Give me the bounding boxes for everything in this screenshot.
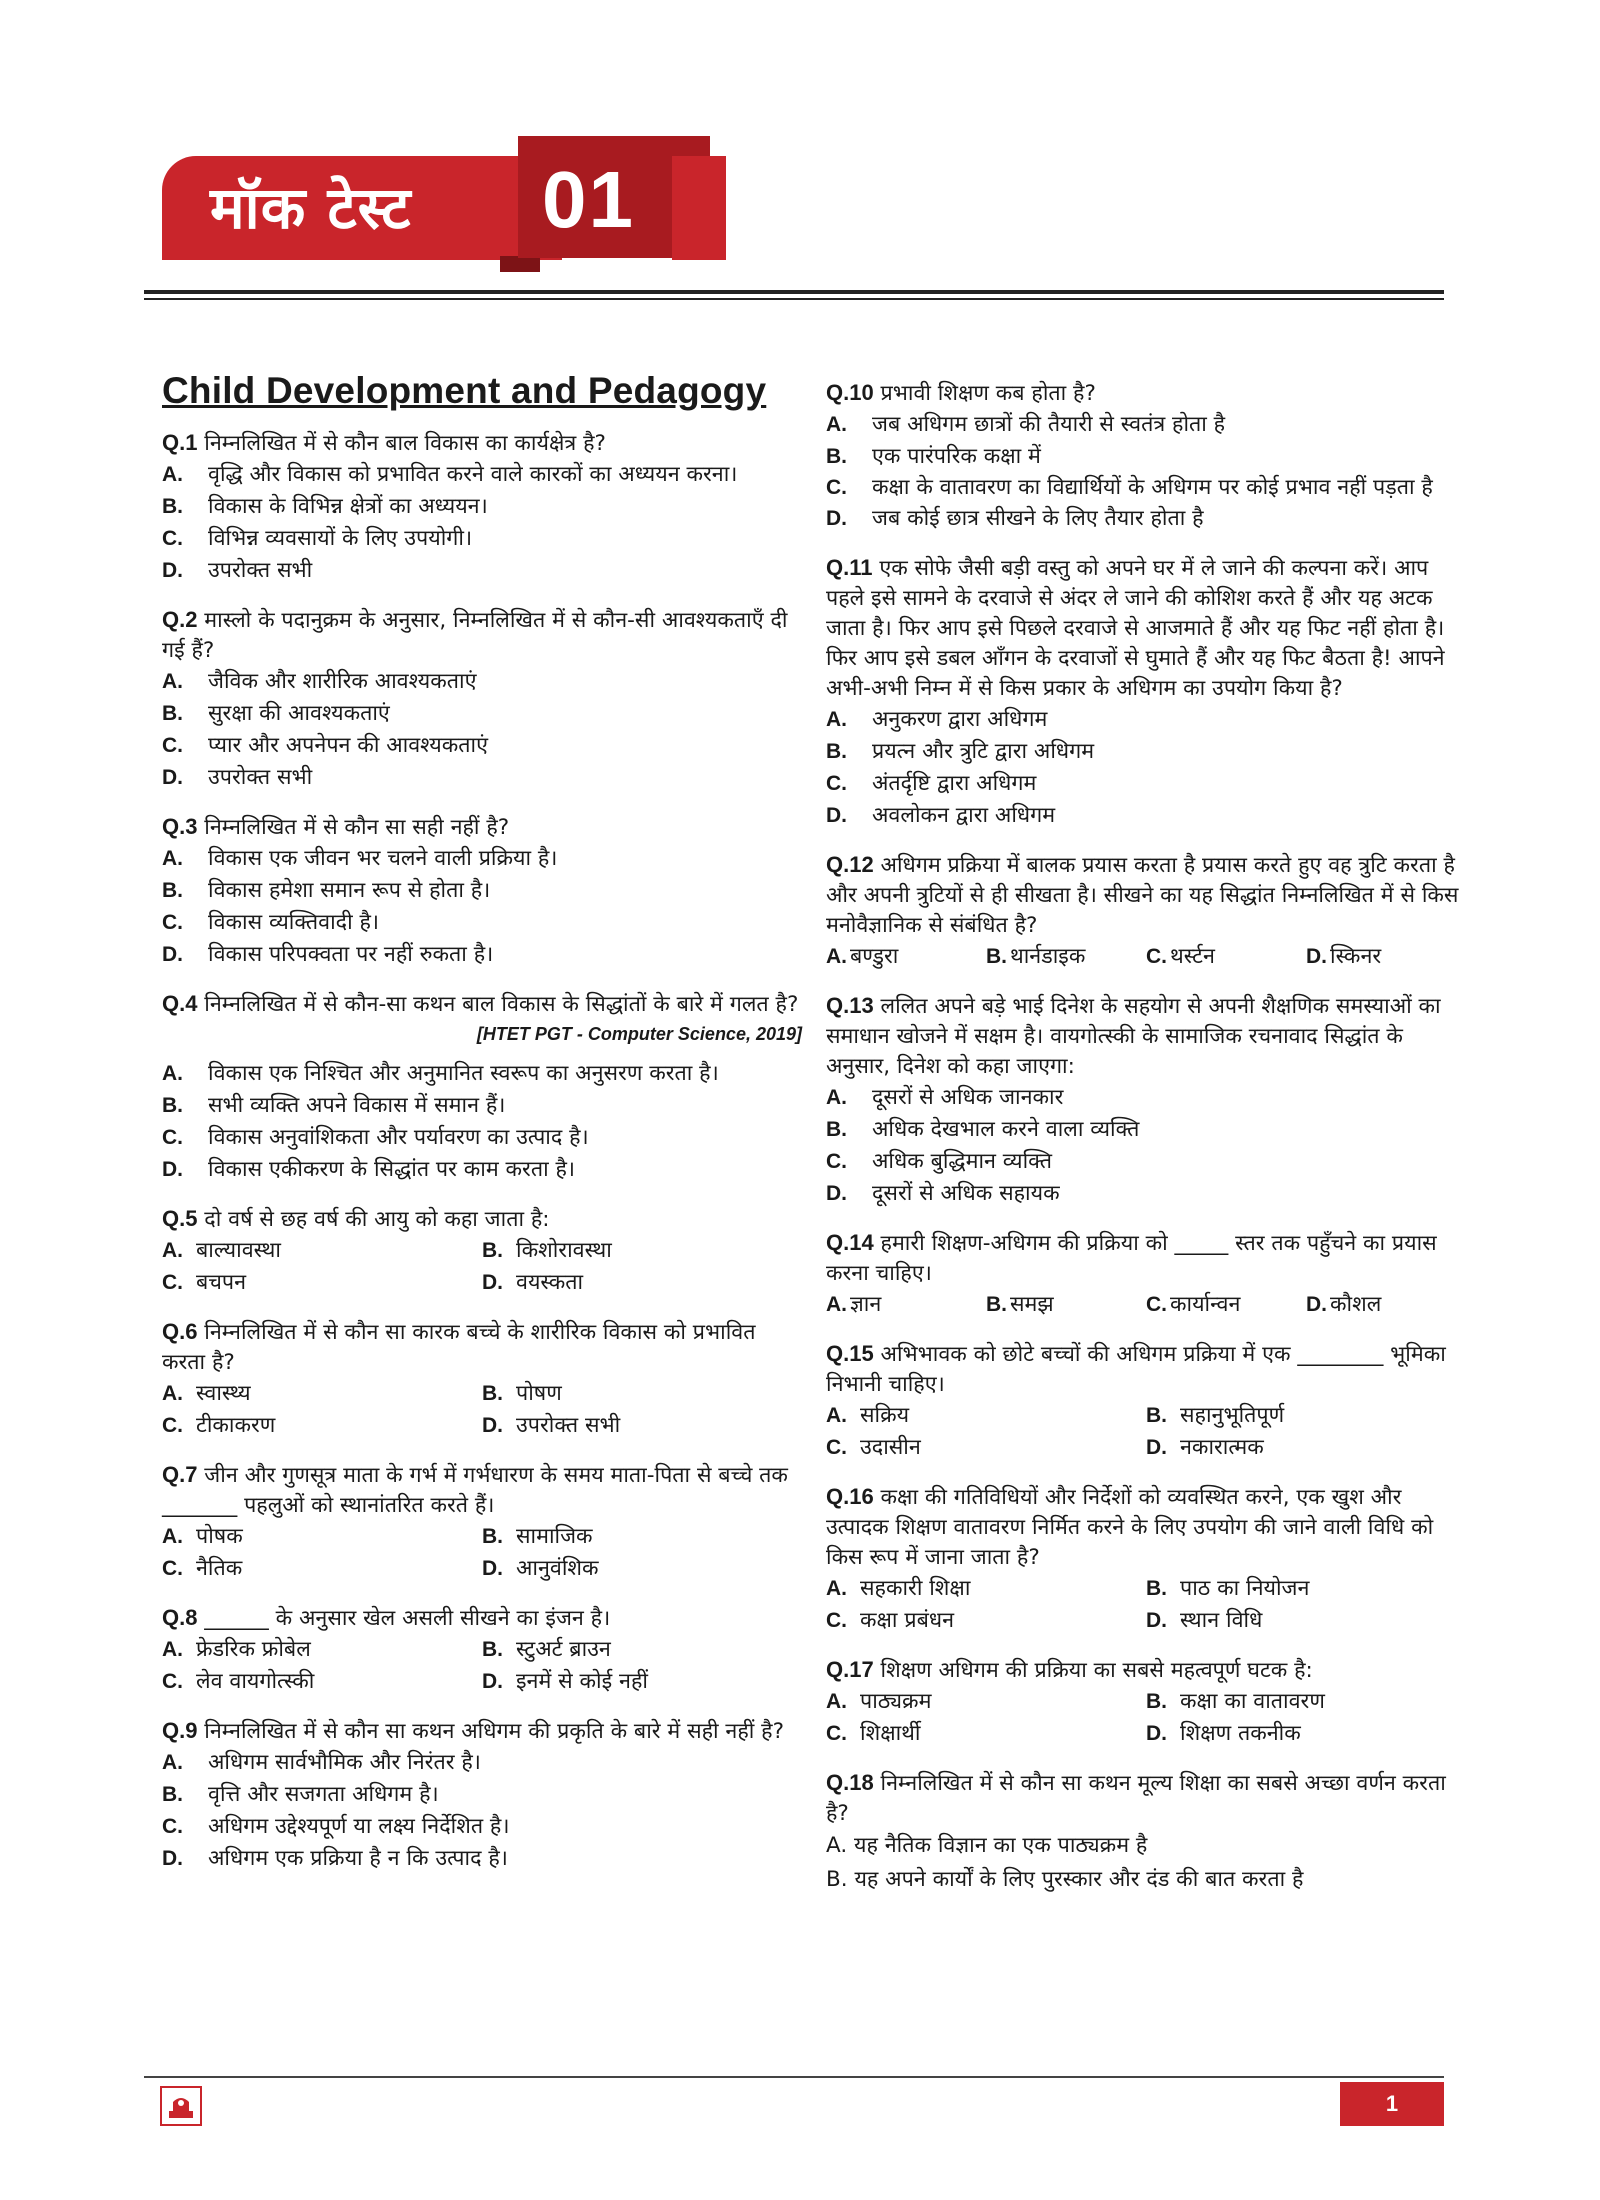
option-text: उपरोक्त सभी: [208, 558, 313, 583]
option[interactable]: [826, 441, 1466, 473]
question-text: निम्नलिखित में से कौन सा कारक बच्चे के शारीरिक विकास को प्रभावित करता है?: [162, 1320, 756, 1375]
option[interactable]: [1146, 1400, 1466, 1432]
question-number: Q.6: [162, 1319, 198, 1344]
option-label: C.: [1146, 945, 1167, 968]
option-label: A.: [162, 463, 183, 486]
option-text: विकास एक जीवन भर चलने वाली प्रक्रिया है।: [208, 846, 558, 871]
option[interactable]: [162, 523, 802, 555]
option[interactable]: [1306, 1289, 1466, 1321]
option[interactable]: [826, 1146, 1466, 1178]
option[interactable]: [162, 1811, 802, 1843]
option-text: सहानुभूतिपूर्ण: [1180, 1403, 1285, 1428]
banner-title: मॉक टेस्ट: [210, 174, 412, 242]
option[interactable]: [162, 1553, 482, 1585]
option-text: शिक्षार्थी: [860, 1721, 921, 1746]
option-label: A.: [162, 1638, 183, 1661]
option-text: स्टुअर्ट ब्राउन: [516, 1637, 611, 1662]
left-column: [162, 370, 802, 1893]
option-grid: [826, 941, 1466, 973]
option[interactable]: [162, 1521, 482, 1553]
header-rule: [144, 290, 1444, 294]
option-text: उपरोक्त सभी: [516, 1413, 621, 1438]
option-text: विकास के विभिन्न क्षेत्रों का अध्ययन।: [208, 494, 488, 519]
option-text: अनुकरण द्वारा अधिगम: [872, 707, 1048, 732]
question: [162, 1204, 802, 1299]
option-label: B.: [482, 1638, 503, 1661]
option-text: विकास हमेशा समान रूप से होता है।: [208, 878, 491, 903]
question-number: Q.12: [826, 852, 874, 877]
option-label: C.: [162, 1815, 183, 1838]
option-label: B.: [162, 495, 183, 518]
option[interactable]: [826, 704, 1466, 736]
option-text: थार्नडाइक: [1010, 944, 1086, 969]
option-label: C.: [1146, 1293, 1167, 1316]
option-label: C.: [162, 911, 183, 934]
option-text: कक्षा प्रबंधन: [860, 1608, 954, 1633]
option[interactable]: [162, 1058, 802, 1090]
option-text: कार्यान्वन: [1170, 1292, 1241, 1317]
question: [162, 989, 802, 1186]
question: [162, 1603, 802, 1698]
question: [826, 1228, 1466, 1321]
question-number: Q.1: [162, 430, 198, 455]
option-text: सुरक्षा की आवश्यकताएं: [208, 701, 390, 726]
option-grid: [162, 1634, 802, 1698]
question-text: प्रभावी शिक्षण कब होता है?: [873, 381, 1096, 406]
option[interactable]: [162, 907, 802, 939]
option-label: A.: [162, 847, 183, 870]
option-label: C.: [162, 1414, 183, 1437]
option-label: C.: [826, 1609, 847, 1632]
question-number: Q.18: [826, 1770, 874, 1795]
option[interactable]: [162, 666, 802, 698]
option-label: C.: [162, 1126, 183, 1149]
option-text: विकास व्यक्तिवादी है।: [208, 910, 380, 935]
option[interactable]: [162, 1666, 482, 1698]
question-text: अधिगम प्रक्रिया में बालक प्रयास करता है प्रयास करते हुए वह त्रुटि करता है और अपनी त्रुटियों से ही सीखता है। सीखने का यह सिद्धांत निम्नलिखित में से किस मनोवैज्ञानिक से संबंधित है?: [826, 853, 1459, 938]
option-label: A.: [162, 670, 183, 693]
question-text: निम्नलिखित में से कौन बाल विकास का कार्यक्षेत्र है?: [197, 431, 606, 456]
question-text: मास्लो के पदानुक्रम के अनुसार, निम्नलिखित में से कौन-सी आवश्यकताएँ दी गई हैं?: [162, 608, 788, 663]
option[interactable]: [162, 939, 802, 971]
option-text: समझ: [1010, 1292, 1054, 1317]
option-text: बाल्यावस्था: [196, 1238, 281, 1263]
option-label: C.: [826, 1150, 847, 1173]
option[interactable]: [162, 730, 802, 762]
option[interactable]: [826, 1178, 1466, 1210]
option[interactable]: [482, 1553, 802, 1585]
question-number: Q.16: [826, 1484, 874, 1509]
option-label: D.: [1146, 1436, 1167, 1459]
option-text: दूसरों से अधिक सहायक: [872, 1181, 1060, 1206]
option[interactable]: [162, 1122, 802, 1154]
option-text: टीकाकरण: [196, 1413, 276, 1438]
option-label: A.: [162, 1382, 183, 1405]
option-text: सभी व्यक्ति अपने विकास में समान हैं।: [208, 1093, 506, 1118]
option-label: B.: [162, 1094, 183, 1117]
question-text: ______ के अनुसार खेल असली सीखने का इंजन है।: [197, 1606, 611, 1631]
option-label: D.: [162, 1847, 183, 1870]
option-text: अंतर्दृष्टि द्वारा अधिगम: [872, 771, 1037, 796]
question-number: Q.11: [826, 555, 873, 580]
option-text: कक्षा के वातावरण का विद्यार्थियों के अधिगम पर कोई प्रभाव नहीं पड़ता है: [872, 475, 1433, 500]
publisher-logo: [160, 2086, 202, 2126]
option-text: स्किनर: [1330, 944, 1382, 969]
test-banner: [162, 136, 710, 276]
option[interactable]: [826, 1432, 1146, 1464]
option-label: D.: [1306, 945, 1327, 968]
option[interactable]: [826, 1114, 1466, 1146]
option[interactable]: [162, 459, 802, 491]
question-number: Q.7: [162, 1462, 198, 1487]
option[interactable]: [1146, 1686, 1466, 1718]
option-label: B.: [1146, 1577, 1167, 1600]
option-text: कक्षा का वातावरण: [1180, 1689, 1325, 1714]
question: [162, 605, 802, 794]
option-text: जैविक और शारीरिक आवश्यकताएं: [208, 669, 477, 694]
question: [162, 428, 802, 587]
option-text: नैतिक: [196, 1556, 243, 1581]
option-text: सहकारी शिक्षा: [860, 1576, 971, 1601]
option-text: आनुवंशिक: [516, 1556, 599, 1581]
question-number: Q.10: [826, 380, 874, 405]
option[interactable]: [482, 1378, 802, 1410]
option-text: थर्स्टन: [1170, 944, 1215, 969]
question-number: Q.14: [826, 1230, 874, 1255]
option-text: लेव वायगोत्स्की: [196, 1669, 315, 1694]
option[interactable]: [162, 1747, 802, 1779]
option[interactable]: [826, 409, 1466, 441]
option-label: D.: [162, 943, 183, 966]
option-label: C.: [162, 1557, 183, 1580]
option-label: A.: [826, 1404, 847, 1427]
option-label: A.: [826, 1833, 848, 1858]
question: [826, 1655, 1466, 1750]
option-label: B.: [826, 740, 847, 763]
question-text: हमारी शिक्षण-अधिगम की प्रक्रिया को _____ स्तर तक पहुँचने का प्रयास करना चाहिए।: [826, 1231, 1437, 1286]
option-label: C.: [826, 1722, 847, 1745]
option-text: अधिगम एक प्रक्रिया है न कि उत्पाद है।: [208, 1846, 508, 1871]
question: [162, 1716, 802, 1875]
question-text: निम्नलिखित में से कौन-सा कथन बाल विकास के सिद्धांतों के बारे में गलत है?: [197, 992, 799, 1017]
option-text: स्वास्थ्य: [196, 1381, 251, 1406]
option-label: A.: [826, 1086, 847, 1109]
option-text: शिक्षण तकनीक: [1180, 1721, 1301, 1746]
question-number: Q.3: [162, 814, 198, 839]
page-number: 1: [1340, 2082, 1444, 2126]
option-text: पोषण: [516, 1381, 562, 1406]
option-text: प्यार और अपनेपन की आवश्यकताएं: [208, 733, 488, 758]
question-text: निम्नलिखित में से कौन सा कथन मूल्य शिक्षा का सबसे अच्छा वर्णन करता है?: [826, 1771, 1446, 1826]
option-label: A.: [826, 1690, 847, 1713]
option-text: वयस्कता: [516, 1270, 584, 1295]
option[interactable]: [826, 1686, 1146, 1718]
question: [826, 553, 1466, 832]
question-number: Q.4: [162, 991, 198, 1016]
option-label: D.: [826, 804, 847, 827]
question-text: निम्नलिखित में से कौन सा सही नहीं है?: [197, 815, 510, 840]
option[interactable]: [162, 875, 802, 907]
option[interactable]: [162, 1090, 802, 1122]
option-label: D.: [482, 1670, 503, 1693]
option[interactable]: [826, 1082, 1466, 1114]
option-text: बण्डुरा: [850, 944, 899, 969]
option-text: बचपन: [196, 1270, 247, 1295]
question: [162, 1317, 802, 1442]
option-label: B.: [482, 1239, 503, 1262]
option[interactable]: [986, 941, 1146, 973]
option-label: A.: [826, 1577, 847, 1600]
option[interactable]: [1146, 941, 1306, 973]
option-label: A.: [826, 708, 847, 731]
option-label: B.: [826, 445, 847, 468]
option-text: कौशल: [1330, 1292, 1382, 1317]
question: [826, 850, 1466, 973]
question-text: निम्नलिखित में से कौन सा कथन अधिगम की प्रकृति के बारे में सही नहीं है?: [197, 1719, 785, 1744]
option-text: अधिक बुद्धिमान व्यक्ति: [872, 1149, 1052, 1174]
option[interactable]: [482, 1634, 802, 1666]
section-title: Child Development and Pedagogy: [162, 370, 767, 411]
option-label: D.: [162, 766, 183, 789]
option[interactable]: [826, 1605, 1146, 1637]
option-text: जब कोई छात्र सीखने के लिए तैयार होता है: [872, 506, 1204, 531]
option-label: D.: [826, 1182, 847, 1205]
option-label: B.: [162, 702, 183, 725]
option-text: नकारात्मक: [1180, 1435, 1264, 1460]
option-label: B.: [1146, 1404, 1167, 1427]
option[interactable]: [162, 762, 802, 794]
option-grid: [826, 1289, 1466, 1321]
option-text: जब अधिगम छात्रों की तैयारी से स्वतंत्र होता है: [872, 412, 1226, 437]
option[interactable]: [826, 736, 1466, 768]
option-text: प्रयत्न और त्रुटि द्वारा अधिगम: [872, 739, 1095, 764]
question: [826, 1768, 1466, 1897]
option-text: वृद्धि और विकास को प्रभावित करने वाले कारकों का अध्ययन करना।: [208, 462, 738, 487]
option-text: दूसरों से अधिक जानकार: [872, 1085, 1064, 1110]
option-label: B.: [826, 1118, 847, 1141]
option[interactable]: [826, 800, 1466, 832]
question-number: Q.17: [826, 1657, 874, 1682]
option-label: A.: [162, 1525, 183, 1548]
option[interactable]: [162, 1267, 482, 1299]
question: [826, 378, 1466, 535]
option[interactable]: [1306, 941, 1466, 973]
option-grid: [826, 1686, 1466, 1750]
option-text: यह नैतिक विज्ञान का एक पाठ्यक्रम है: [854, 1833, 1148, 1858]
option-grid: [162, 1521, 802, 1585]
option[interactable]: [162, 698, 802, 730]
option-label: C.: [826, 476, 847, 499]
question: [826, 1482, 1466, 1637]
question-text: शिक्षण अधिगम की प्रक्रिया का सबसे महत्वपूर्ण घटक है:: [873, 1658, 1313, 1683]
option-label: C.: [162, 527, 183, 550]
question: [826, 991, 1466, 1210]
option-label: C.: [826, 1436, 847, 1459]
option-label: A.: [162, 1751, 183, 1774]
option[interactable]: [826, 1289, 986, 1321]
question: [162, 1460, 802, 1585]
option-text: अधिक देखभाल करने वाला व्यक्ति: [872, 1117, 1140, 1142]
option[interactable]: [162, 1634, 482, 1666]
option-text: इनमें से कोई नहीं: [516, 1669, 648, 1694]
option-label: C.: [162, 734, 183, 757]
option-label: D.: [482, 1414, 503, 1437]
option[interactable]: [162, 491, 802, 523]
option-label: B.: [986, 1293, 1007, 1316]
option[interactable]: [162, 1235, 482, 1267]
option-label: D.: [826, 507, 847, 530]
option[interactable]: [482, 1410, 802, 1442]
question-text: ललित अपने बड़े भाई दिनेश के सहयोग से अपनी शैक्षणिक समस्याओं का समाधान खोजने में सक्षम है। वायगोत्स्की के सामाजिक रचनावाद सिद्धांत के अनुसार, दिनेश को कहा जाएगा:: [826, 994, 1441, 1079]
question-number: Q.8: [162, 1605, 198, 1630]
option-label: B.: [1146, 1690, 1167, 1713]
header-rule-thin: [144, 298, 1444, 300]
option[interactable]: [482, 1235, 802, 1267]
option-label: C.: [826, 772, 847, 795]
question-text: दो वर्ष से छह वर्ष की आयु को कहा जाता है:: [197, 1207, 550, 1232]
option[interactable]: [482, 1666, 802, 1698]
option-text: विभिन्न व्यवसायों के लिए उपयोगी।: [208, 526, 473, 551]
option-text: विकास एक निश्चित और अनुमानित स्वरूप का अनुसरण करता है।: [208, 1061, 719, 1086]
option[interactable]: [162, 1410, 482, 1442]
test-number: 01: [542, 155, 635, 244]
option-text: उदासीन: [860, 1435, 921, 1460]
option[interactable]: [162, 1154, 802, 1186]
option-text: फ्रेडरिक फ्रोबेल: [196, 1637, 311, 1662]
option-label: D.: [482, 1271, 503, 1294]
option-text: पाठ्यक्रम: [860, 1689, 932, 1714]
logo-icon: [166, 2091, 196, 2121]
option[interactable]: [482, 1521, 802, 1553]
option[interactable]: [826, 1573, 1146, 1605]
option-text: वृत्ति और सजगता अधिगम है।: [208, 1782, 439, 1807]
option-label: D.: [1146, 1609, 1167, 1632]
option-text: सामाजिक: [516, 1524, 593, 1549]
question-text: कक्षा की गतिविधियों और निर्देशों को व्यवस्थित करने, एक खुश और उत्पादक शिक्षण वातावरण निर्मित करने के लिए उपयोग की जाने वाली विधि को किस रूप में जाना जाता है?: [826, 1485, 1434, 1570]
question: [826, 1339, 1466, 1464]
option-text: पाठ का नियोजन: [1180, 1576, 1310, 1601]
footer-rule: [144, 2076, 1444, 2078]
option-text: यह अपने कार्यों के लिए पुरस्कार और दंड की बात करता है: [854, 1867, 1304, 1892]
question-number: Q.15: [826, 1341, 874, 1366]
option[interactable]: [826, 941, 986, 973]
question-text: अभिभावक को छोटे बच्चों की अधिगम प्रक्रिया में एक ________ भूमिका निभानी चाहिए।: [826, 1342, 1446, 1397]
option[interactable]: [826, 1863, 1466, 1897]
option-label: B.: [986, 945, 1007, 968]
option-label: B.: [162, 1783, 183, 1806]
question: [162, 812, 802, 971]
option-text: पोषक: [196, 1524, 243, 1549]
option[interactable]: [826, 473, 1466, 503]
option[interactable]: [826, 1829, 1466, 1863]
option-text: अवलोकन द्वारा अधिगम: [872, 803, 1056, 828]
option[interactable]: [1146, 1432, 1466, 1464]
question-number: Q.9: [162, 1718, 198, 1743]
option[interactable]: [162, 843, 802, 875]
option-label: B.: [826, 1867, 848, 1892]
option[interactable]: [162, 1779, 802, 1811]
option-grid: [162, 1378, 802, 1442]
option[interactable]: [986, 1289, 1146, 1321]
option[interactable]: [826, 1400, 1146, 1432]
option-label: C.: [162, 1271, 183, 1294]
option[interactable]: [1146, 1718, 1466, 1750]
option-text: एक पारंपरिक कक्षा में: [872, 444, 1041, 469]
question-text: एक सोफे जैसी बड़ी वस्तु को अपने घर में ले जाने की कल्पना करें। आप पहले इसे सामने के दरवाजे से अंदर ले जाने की कोशिश करते हैं और यह अटक जाता है। फिर आप इसे पिछले दरवाजे से आजमाते हैं और यह फिट नहीं होता है। फिर आप इसे डबल आँगन के दरवाजों से घुमाते हैं और यह फिट बैठता है! आपने अभी-अभी निम्न में से किस प्रकार के अधिगम का उपयोग किया है?: [826, 556, 1445, 701]
option-label: A.: [826, 945, 847, 968]
question-number: Q.2: [162, 607, 198, 632]
option-label: D.: [162, 1158, 183, 1181]
option[interactable]: [1146, 1605, 1466, 1637]
option-text: सक्रिय: [860, 1403, 910, 1428]
option-text: विकास परिपक्वता पर नहीं रुकता है।: [208, 942, 494, 967]
option-label: A.: [826, 1293, 847, 1316]
question-text: जीन और गुणसूत्र माता के गर्भ में गर्भधारण के समय माता-पिता से बच्चे तक _______ पहलुओं को स्थानांतरित करते हैं।: [162, 1463, 788, 1518]
option-text: विकास एकीकरण के सिद्धांत पर काम करता है।: [208, 1157, 576, 1182]
option-label: B.: [482, 1525, 503, 1548]
question-number: Q.13: [826, 993, 874, 1018]
option-label: C.: [162, 1670, 183, 1693]
option[interactable]: [826, 768, 1466, 800]
option[interactable]: [826, 503, 1466, 535]
option[interactable]: [162, 1378, 482, 1410]
question-number: Q.5: [162, 1206, 198, 1231]
option-label: D.: [1306, 1293, 1327, 1316]
option-text: अधिगम सार्वभौमिक और निरंतर है।: [208, 1750, 481, 1775]
option-label: A.: [826, 413, 847, 436]
option[interactable]: [826, 1718, 1146, 1750]
option[interactable]: [162, 555, 802, 587]
option-label: A.: [162, 1239, 183, 1262]
option-label: A.: [162, 1062, 183, 1085]
option-label: B.: [482, 1382, 503, 1405]
option-label: D.: [1146, 1722, 1167, 1745]
option-grid: [826, 1573, 1466, 1637]
option[interactable]: [1146, 1289, 1306, 1321]
option[interactable]: [162, 1843, 802, 1875]
option[interactable]: [482, 1267, 802, 1299]
right-column: [826, 378, 1466, 1915]
option-label: D.: [482, 1557, 503, 1580]
option[interactable]: [1146, 1573, 1466, 1605]
option-text: अधिगम उद्देश्यपूर्ण या लक्ष्य निर्देशित है।: [208, 1814, 510, 1839]
option-grid: [162, 1235, 802, 1299]
option-label: B.: [162, 879, 183, 902]
option-text: किशोरावस्था: [516, 1238, 612, 1263]
option-text: उपरोक्त सभी: [208, 765, 313, 790]
question-source: [HTET PGT - Computer Science, 2019]: [476, 1024, 802, 1044]
option-text: ज्ञान: [850, 1292, 882, 1317]
option-label: D.: [162, 559, 183, 582]
option-text: स्थान विधि: [1180, 1608, 1263, 1633]
option-text: विकास अनुवांशिकता और पर्यावरण का उत्पाद है।: [208, 1125, 589, 1150]
option-grid: [826, 1400, 1466, 1464]
banner-number-block: [518, 136, 710, 276]
